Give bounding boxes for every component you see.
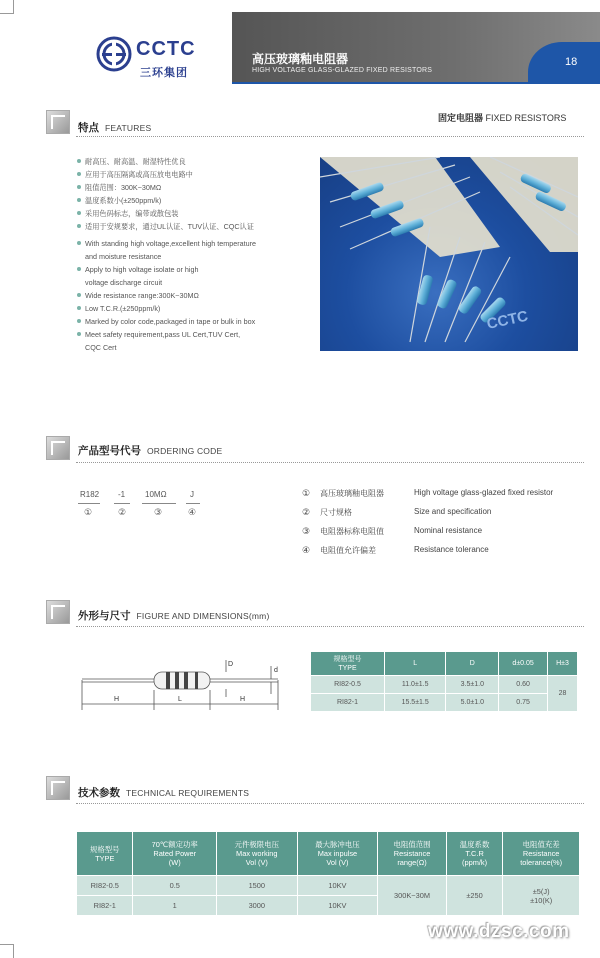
list-item: Meet safety requirement,pass UL Cert,TUV Cert, bbox=[76, 328, 301, 341]
header-rule bbox=[232, 82, 600, 84]
section-divider bbox=[76, 462, 584, 463]
resistor-dimension-drawing bbox=[78, 652, 288, 722]
dimensions-table bbox=[310, 651, 578, 712]
table-header: 温度系数 T.C.R (ppm/k) bbox=[446, 832, 502, 876]
table-cell: 1 bbox=[133, 896, 216, 916]
category-label: 固定电阻器 FIXED RESISTORS bbox=[438, 113, 567, 123]
cctc-logo-icon bbox=[96, 36, 132, 72]
brand-name: CCTC bbox=[136, 38, 196, 60]
table-header: 规格型号 TYPE bbox=[77, 832, 133, 876]
section-icon bbox=[46, 110, 70, 134]
code-part-1: R182 bbox=[80, 490, 100, 499]
list-item: 采用色码标志，编带或散包装 bbox=[76, 207, 301, 220]
section-divider bbox=[76, 136, 584, 137]
page-title-cn: 高压玻璃釉电阻器 bbox=[252, 52, 349, 66]
dim-label-l: L bbox=[178, 696, 182, 703]
table-row bbox=[311, 676, 578, 694]
section-divider bbox=[76, 803, 584, 804]
table-cell: 0.75 bbox=[499, 694, 548, 712]
dim-label-d: D bbox=[228, 661, 234, 668]
dimensions-title: 外形与尺寸 FIGURE AND DIMENSIONS(mm) bbox=[78, 610, 270, 622]
code-underline bbox=[142, 503, 176, 504]
legend-row: ③ 电阻器标称电阻值 Nominal resistance bbox=[302, 526, 483, 536]
list-item: Marked by color code,packaged in tape or bulk in box bbox=[76, 315, 301, 328]
table-cell: 3.5±1.0 bbox=[446, 676, 499, 694]
resistor-photo-illustration bbox=[320, 157, 578, 351]
table-header: 电阻值充差 Resistance tolerance(%) bbox=[503, 832, 580, 876]
table-cell: 10KV bbox=[297, 876, 378, 896]
table-header: 元件极限电压 Max working Vol (V) bbox=[216, 832, 297, 876]
features-list bbox=[76, 155, 301, 354]
section-divider bbox=[76, 626, 584, 627]
features-title: 特点 FEATURES bbox=[78, 122, 152, 134]
list-item-continued: and moisture resistance bbox=[85, 252, 162, 261]
product-photo bbox=[320, 157, 578, 351]
table-row bbox=[311, 694, 578, 712]
list-item: 温度系数小(±250ppm/k) bbox=[76, 194, 301, 207]
brand-logo bbox=[96, 36, 216, 86]
table-cell: ±5(J) ±10(K) bbox=[503, 876, 580, 916]
section-icon bbox=[46, 776, 70, 800]
table-cell: 1500 bbox=[216, 876, 297, 896]
list-item: 耐高压、耐高温、耐湿特性优良 bbox=[76, 155, 301, 168]
code-underline bbox=[186, 503, 200, 504]
photo-brand-text: CCTC bbox=[485, 307, 530, 333]
list-item: With standing high voltage,excellent high temperature bbox=[76, 237, 301, 250]
list-item: 应用于高压隔离或高压放电电路中 bbox=[76, 168, 301, 181]
table-cell: RI82-0.5 bbox=[311, 676, 385, 694]
table-cell: RI82-0.5 bbox=[77, 876, 133, 896]
table-cell: 28 bbox=[547, 676, 577, 712]
code-mark: ④ bbox=[188, 507, 197, 517]
brand-cn-name: 三环集团 bbox=[140, 67, 188, 79]
table-cell: 11.0±1.5 bbox=[385, 676, 446, 694]
crop-mark-top-left bbox=[0, 0, 14, 14]
dim-label-h-left: H bbox=[114, 696, 120, 703]
table-cell: 0.5 bbox=[133, 876, 216, 896]
legend-row: ④ 电阻值允许偏差 Resistance tolerance bbox=[302, 545, 489, 555]
code-mark: ① bbox=[84, 507, 93, 517]
section-icon bbox=[46, 436, 70, 460]
page-title-en: HIGH VOLTAGE GLASS-GLAZED FIXED RESISTORS bbox=[252, 67, 433, 74]
ordering-title: 产品型号代号 ORDERING CODE bbox=[78, 445, 223, 457]
code-underline bbox=[78, 503, 100, 504]
table-cell: 15.5±1.5 bbox=[385, 694, 446, 712]
table-cell: RI82-1 bbox=[77, 896, 133, 916]
table-cell: 0.60 bbox=[499, 676, 548, 694]
legend-row: ① 高压玻璃釉电阻器 High voltage glass-glazed fixed resistor bbox=[302, 488, 554, 498]
table-header: L bbox=[385, 652, 446, 676]
list-item: 适用于安规要求，通过UL认证、TUV认证、CQC认证 bbox=[76, 220, 301, 233]
crop-mark-bottom-left bbox=[0, 944, 14, 958]
table-cell: 5.0±1.0 bbox=[446, 694, 499, 712]
code-underline bbox=[114, 503, 130, 504]
watermark: www.dzsc.com bbox=[428, 921, 570, 942]
list-item: Low T.C.R.(±250ppm/k) bbox=[76, 302, 301, 315]
code-part-3: 10MΩ bbox=[145, 490, 167, 499]
code-mark: ② bbox=[118, 507, 127, 517]
table-cell: 3000 bbox=[216, 896, 297, 916]
table-cell: 300K~30M bbox=[378, 876, 447, 916]
list-item: Wide resistance range:300K~30MΩ bbox=[76, 289, 301, 302]
table-header: D bbox=[446, 652, 499, 676]
list-item: 阻值范围：300K~30MΩ bbox=[76, 181, 301, 194]
code-part-4: J bbox=[190, 490, 194, 499]
table-header: H±3 bbox=[547, 652, 577, 676]
list-item-continued: voltage discharge circuit bbox=[85, 278, 163, 287]
table-header: d±0.05 bbox=[499, 652, 548, 676]
table-header: 最大脉冲电压 Max inpulse Vol (V) bbox=[297, 832, 378, 876]
table-header: 规格型号 TYPE bbox=[311, 652, 385, 676]
list-item: Apply to high voltage isolate or high bbox=[76, 263, 301, 276]
dim-label-small-d: d bbox=[274, 667, 278, 674]
technical-title: 技术参数 TECHNICAL REQUIREMENTS bbox=[78, 787, 250, 799]
table-header: 70℃额定功率 Rated Power (W) bbox=[133, 832, 216, 876]
code-mark: ③ bbox=[154, 507, 163, 517]
section-icon bbox=[46, 600, 70, 624]
table-cell: RI82-1 bbox=[311, 694, 385, 712]
legend-row: ② 尺寸规格 Size and specification bbox=[302, 507, 492, 517]
dim-label-h-right: H bbox=[240, 696, 246, 703]
list-item-continued: CQC Cert bbox=[85, 343, 117, 352]
technical-table bbox=[76, 831, 580, 916]
table-cell: 10KV bbox=[297, 896, 378, 916]
code-part-2: -1 bbox=[118, 490, 126, 499]
table-cell: ±250 bbox=[446, 876, 502, 916]
table-row bbox=[77, 876, 580, 896]
table-header: 电阻值范围 Resistance range(Ω) bbox=[378, 832, 447, 876]
page-number: 18 bbox=[565, 56, 578, 68]
